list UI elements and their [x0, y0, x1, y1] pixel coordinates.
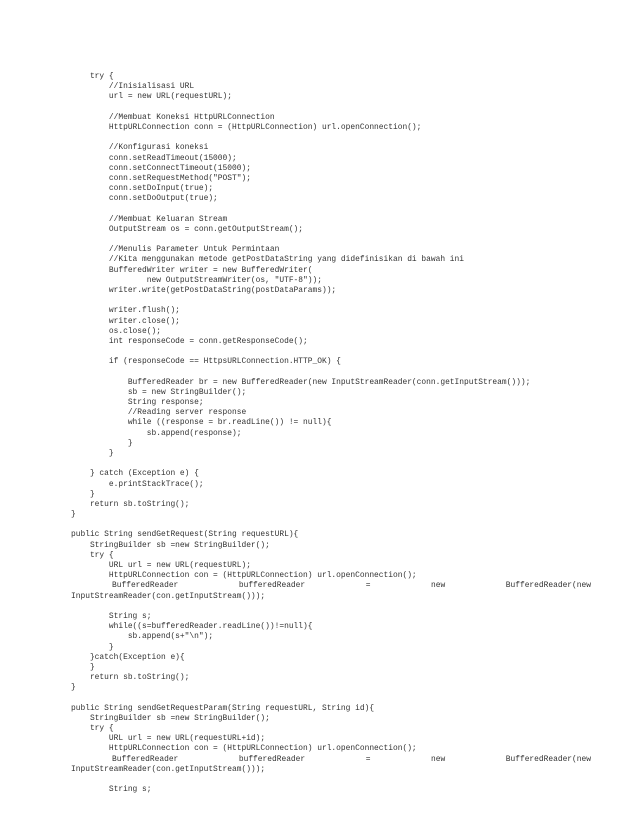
code-blank-line — [71, 296, 591, 306]
code-blank-line — [71, 367, 591, 377]
code-block-get-request — [71, 592, 591, 755]
code-blank-line — [71, 459, 591, 469]
code-token: = — [365, 581, 371, 591]
code-line: } — [71, 448, 114, 458]
code-token: BufferedReader(new — [505, 581, 591, 591]
code-block-get-request-param — [71, 765, 591, 796]
code-line: } — [71, 510, 76, 520]
code-line: public String sendGetRequest(String requestURL){ — [71, 530, 299, 540]
code-token: new — [430, 754, 446, 764]
code-line: while ((response = br.readLine()) != null){ — [71, 418, 332, 428]
code-line: } — [71, 683, 76, 693]
code-token: bufferedReader — [238, 754, 306, 764]
code-token: BufferedReader(new — [505, 754, 591, 764]
code-line: while((s=bufferedReader.readLine())!=null){ — [71, 622, 313, 632]
code-line: String s; — [71, 611, 152, 621]
code-token: = — [365, 754, 371, 764]
code-blank-line — [71, 133, 591, 143]
code-line: InputStreamReader(con.getInputStream())); — [71, 591, 266, 601]
code-line: if (responseCode == HttpsURLConnection.HTTP_OK) { — [71, 357, 341, 367]
code-line: sb.append(response); — [71, 428, 242, 438]
code-line: conn.setRequestMethod("POST"); — [71, 173, 251, 183]
code-line-justified — [71, 755, 591, 765]
code-line: //Kita menggunakan metode getPostDataString yang didefinisikan di bawah ini — [71, 255, 465, 265]
code-line: URL url = new URL(requestURL+id); — [71, 734, 266, 744]
code-line: //Membuat Keluaran Stream — [71, 214, 228, 224]
code-line: String response; — [71, 398, 204, 407]
code-line: } — [71, 642, 114, 652]
code-line: } catch (Exception e) { — [71, 469, 199, 479]
code-line: sb = new StringBuilder(); — [71, 387, 247, 397]
code-line: StringBuilder sb =new StringBuilder(); — [71, 540, 270, 550]
code-line-justified — [71, 581, 591, 591]
code-line: String s; — [71, 785, 152, 795]
code-line: writer.write(getPostDataString(postDataParams)); — [71, 285, 337, 295]
code-line: //Konfigurasi koneksi — [71, 143, 209, 153]
code-line: URL url = new URL(requestURL); — [71, 561, 251, 570]
code-line: OutputStream os = conn.getOutputStream(); — [71, 224, 304, 234]
code-line: //Membuat Koneksi HttpURLConnection — [71, 112, 275, 122]
code-line: //Menulis Parameter Untuk Permintaan — [71, 245, 280, 255]
code-token: BufferedReader — [112, 754, 179, 764]
code-line: e.printStackTrace(); — [71, 479, 204, 489]
code-line: return sb.toString(); — [71, 673, 190, 683]
code-line: try { — [71, 724, 114, 733]
code-line: } — [71, 489, 95, 499]
code-blank-line — [71, 347, 591, 357]
code-blank-line — [71, 204, 591, 214]
code-line: HttpURLConnection con = (HttpURLConnection) url.openConnection(); — [71, 571, 417, 581]
code-line: os.close(); — [71, 326, 161, 336]
code-line: writer.flush(); — [71, 306, 180, 316]
code-line: HttpURLConnection conn = (HttpURLConnection) url.openConnection(); — [71, 122, 422, 132]
code-line: BufferedReader br = new BufferedReader(new InputStreamReader(conn.getInputStream())); — [71, 377, 531, 387]
code-line: int responseCode = conn.getResponseCode(); — [71, 336, 308, 346]
code-listing — [71, 72, 591, 795]
code-line: }catch(Exception e){ — [71, 652, 185, 662]
code-token: new — [430, 581, 446, 591]
code-line: StringBuilder sb =new StringBuilder(); — [71, 713, 270, 723]
code-line: writer.close(); — [71, 316, 180, 326]
code-block-post-request — [71, 72, 591, 581]
code-line: public String sendGetRequestParam(String requestURL, String id){ — [71, 703, 375, 713]
code-line: } — [71, 438, 133, 448]
code-blank-line — [71, 775, 591, 785]
code-blank-line — [71, 693, 591, 703]
code-line: InputStreamReader(con.getInputStream())); — [71, 764, 266, 774]
code-blank-line — [71, 103, 591, 113]
code-line: sb.append(s+"\n"); — [71, 632, 214, 642]
code-line: new OutputStreamWriter(os, "UTF-8")); — [71, 275, 322, 285]
code-token: bufferedReader — [238, 581, 306, 591]
code-line: //Reading server response — [71, 408, 247, 418]
code-line: try { — [71, 72, 114, 81]
code-line: conn.setDoOutput(true); — [71, 194, 218, 204]
code-token: BufferedReader — [112, 581, 179, 591]
code-blank-line — [71, 602, 591, 612]
code-line: } — [71, 662, 95, 672]
code-line: conn.setReadTimeout(15000); — [71, 153, 237, 163]
code-line: HttpURLConnection con = (HttpURLConnection) url.openConnection(); — [71, 744, 417, 754]
code-line: conn.setDoInput(true); — [71, 184, 214, 194]
code-blank-line — [71, 235, 591, 245]
code-line: BufferedWriter writer = new BufferedWriter( — [71, 265, 313, 275]
code-line: conn.setConnectTimeout(15000); — [71, 163, 251, 173]
code-line: return sb.toString(); — [71, 499, 190, 509]
code-blank-line — [71, 520, 591, 530]
code-line: //Inisialisasi URL — [71, 82, 195, 92]
code-line: try { — [71, 550, 114, 560]
code-line: url = new URL(requestURL); — [71, 92, 232, 102]
